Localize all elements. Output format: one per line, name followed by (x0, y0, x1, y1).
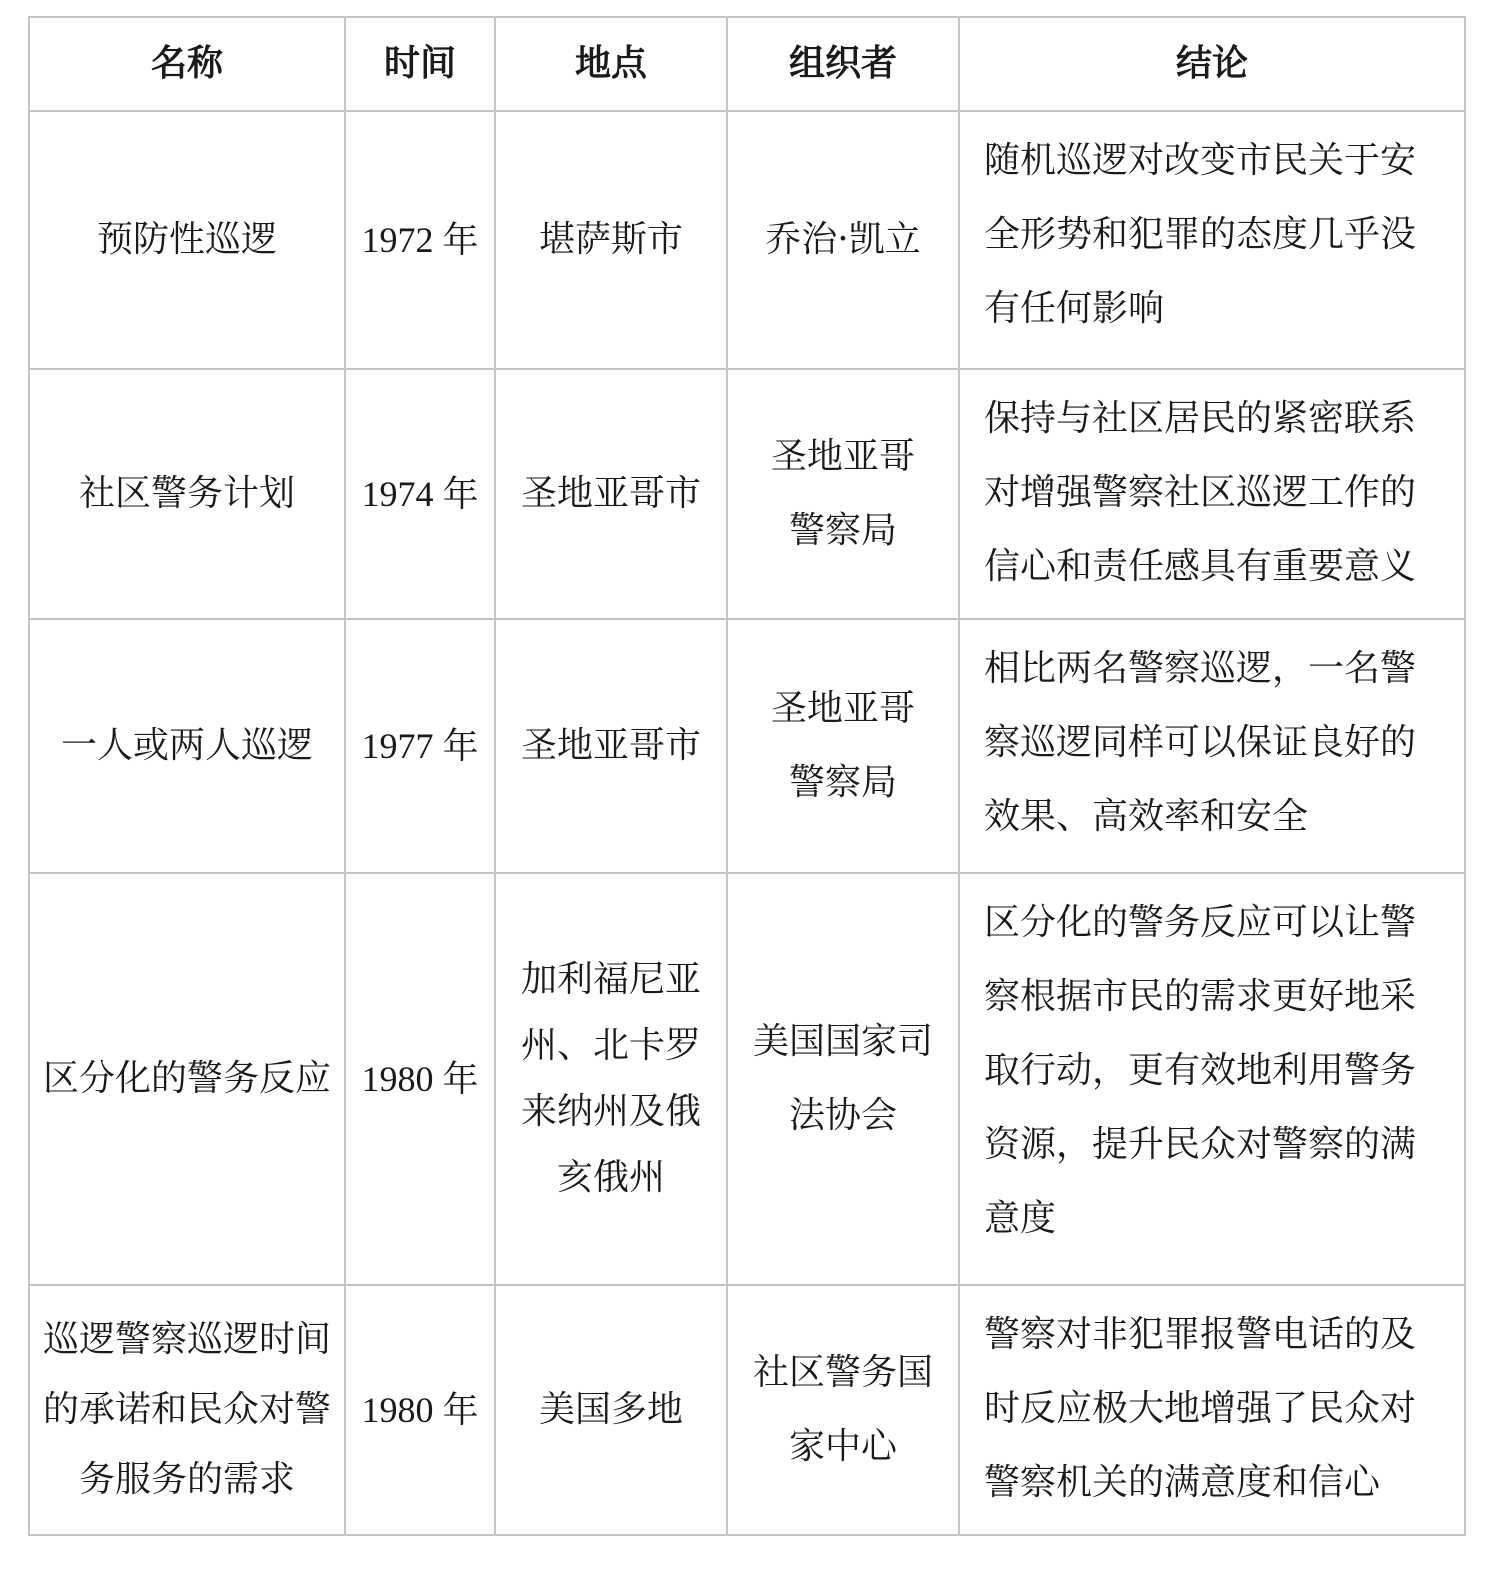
cell-name (29, 369, 345, 619)
header-name: 名称 (29, 17, 345, 111)
table-row (29, 873, 1465, 1285)
header-organizer: 组织者 (727, 17, 959, 111)
cell-organizer (727, 873, 959, 1285)
cell-organizer (727, 111, 959, 369)
cell-place (495, 873, 727, 1285)
cell-name-text: 一人或两人巡逻 (60, 725, 313, 766)
cell-name-text: 巡逻警察巡逻时间的承诺和民众对警务服务的需求 (42, 1319, 331, 1500)
cell-conclusion: 区分化的警务反应可以让警察根据市民的需求更好地采取行动，更有效地利用警务资源，提升民众对警察的满意度 (959, 873, 1465, 1285)
table-row (29, 619, 1465, 873)
cell-organizer-text: 乔治·凯立 (765, 219, 921, 260)
cell-name (29, 873, 345, 1285)
cell-name-text: 社区警务计划 (78, 473, 295, 514)
experiments-table (28, 16, 1466, 1536)
header-place: 地点 (495, 17, 727, 111)
cell-time: 1980 年 (345, 1285, 495, 1535)
cell-name-text: 区分化的警务反应 (42, 1058, 331, 1099)
cell-place-text: 圣地亚哥市 (520, 473, 701, 514)
cell-organizer-text: 社区警务国家中心 (752, 1352, 933, 1467)
cell-time: 1974 年 (345, 369, 495, 619)
cell-conclusion: 相比两名警察巡逻，一名警察巡逻同样可以保证良好的效果、高效率和安全 (959, 619, 1465, 873)
cell-conclusion: 保持与社区居民的紧密联系对增强警察社区巡逻工作的信心和责任感具有重要意义 (959, 369, 1465, 619)
cell-organizer-text: 圣地亚哥警察局 (770, 688, 915, 803)
cell-place (495, 1285, 727, 1535)
cell-place-text: 圣地亚哥市 (520, 725, 701, 766)
cell-time: 1980 年 (345, 873, 495, 1285)
header-conclusion: 结论 (959, 17, 1465, 111)
header-time: 时间 (345, 17, 495, 111)
cell-organizer (727, 369, 959, 619)
cell-place-text: 堪萨斯市 (538, 219, 683, 260)
cell-place (495, 619, 727, 873)
cell-organizer-text: 美国国家司法协会 (752, 1021, 933, 1136)
table-row (29, 369, 1465, 619)
cell-place-text: 美国多地 (538, 1389, 683, 1430)
cell-name-text: 预防性巡逻 (96, 219, 277, 260)
cell-organizer (727, 1285, 959, 1535)
cell-time: 1977 年 (345, 619, 495, 873)
cell-name (29, 1285, 345, 1535)
cell-name (29, 111, 345, 369)
cell-conclusion: 警察对非犯罪报警电话的及时反应极大地增强了民众对警察机关的满意度和信心 (959, 1285, 1465, 1535)
header-row (29, 17, 1465, 111)
cell-place-text: 加利福尼亚州、北卡罗来纳州及俄亥俄州 (520, 959, 701, 1198)
cell-organizer (727, 619, 959, 873)
cell-organizer-text: 圣地亚哥警察局 (770, 436, 915, 551)
cell-conclusion: 随机巡逻对改变市民关于安全形势和犯罪的态度几乎没有任何影响 (959, 111, 1465, 369)
cell-place (495, 111, 727, 369)
cell-name (29, 619, 345, 873)
table-row (29, 111, 1465, 369)
cell-time: 1972 年 (345, 111, 495, 369)
table-row (29, 1285, 1465, 1535)
cell-place (495, 369, 727, 619)
